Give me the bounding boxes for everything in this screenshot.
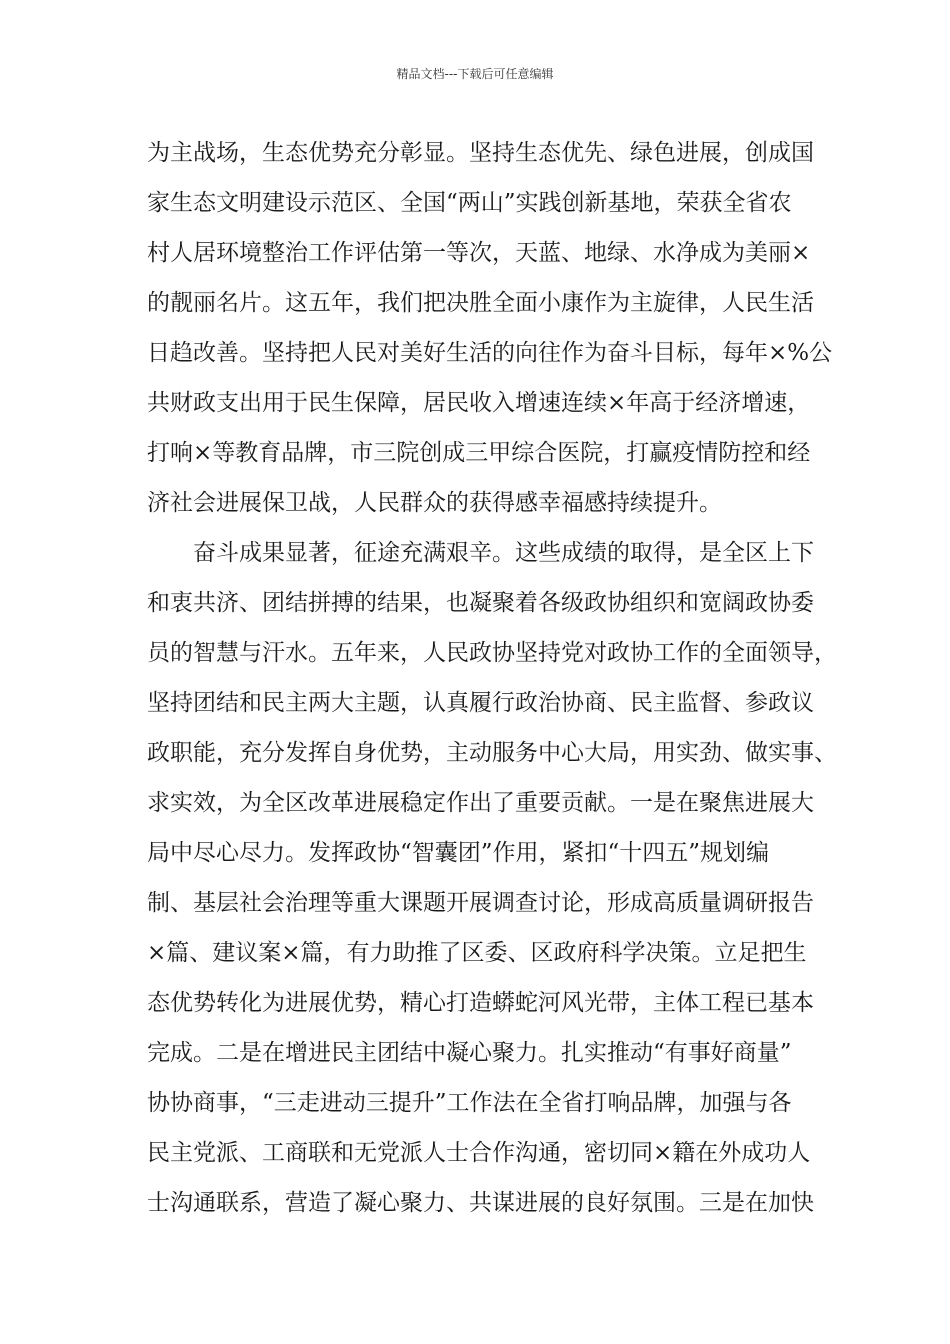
text-line: 完成。二是在增进民主团结中凝心聚力。扎实推动“有事好商量” — [147, 1040, 792, 1066]
text-line: 政职能，充分发挥自身优势，主动服务中心大局，用实劲、做实事、 — [147, 740, 837, 766]
text-line: 局中尽心尽力。发挥政协“智囊团”作用，紧扣“十四五”规划编 — [147, 840, 770, 866]
text-line: 坚持团结和民主两大主题，认真履行政治协商、民主监督、参政议 — [147, 690, 814, 716]
text-line: 协协商事，“三走进动三提升”工作法在全省打响品牌，加强与各 — [147, 1090, 792, 1116]
text-line: 求实效，为全区改革进展稳定作出了重要贡献。一是在聚焦进展大 — [147, 790, 814, 816]
text-line: 态优势转化为进展优势，精心打造蟒蛇河风光带，主体工程已基本 — [147, 990, 814, 1016]
text-line: 济社会进展保卫战，人民群众的获得感幸福感持续提升。 — [147, 490, 722, 516]
text-line: 的靓丽名片。这五年，我们把决胜全面小康作为主旋律，人民生活 — [147, 290, 814, 316]
text-line: 士沟通联系，营造了凝心聚力、共谋进展的良好氛围。三是在加快 — [147, 1190, 814, 1216]
text-line: 村人居环境整治工作评估第一等次，天蓝、地绿、水净成为美丽× — [147, 240, 811, 266]
text-line: 日趋改善。坚持把人民对美好生活的向往作为奋斗目标，每年×%公 — [147, 340, 833, 366]
text-line: 打响×等教育品牌，市三院创成三甲综合医院，打赢疫情防控和经 — [147, 440, 811, 466]
text-line: 员的智慧与汗水。五年来，人民政协坚持党对政协工作的全面领导， — [147, 640, 837, 666]
text-line: 制、基层社会治理等重大课题开展调查讨论，形成高质量调研报告 — [147, 890, 814, 916]
text-line: 奋斗成果显著，征途充满艰辛。这些成绩的取得，是全区上下 — [147, 540, 814, 566]
text-line: 家生态文明建设示范区、全国“两山”实践创新基地，荣获全省农 — [147, 190, 792, 216]
text-line: 为主战场，生态优势充分彰显。坚持生态优先、绿色进展，创成国 — [147, 140, 814, 166]
page-header: 精品文档---下载后可任意编辑 — [396, 67, 554, 81]
text-line: 民主党派、工商联和无党派人士合作沟通，密切同×籍在外成功人 — [147, 1140, 811, 1166]
document-body — [147, 128, 837, 1228]
text-line: 和衷共济、团结拼搏的结果，也凝聚着各级政协组织和宽阔政协委 — [147, 590, 814, 616]
text-line: ×篇、建议案×篇，有力助推了区委、区政府科学决策。立足把生 — [147, 940, 807, 966]
text-line: 共财政支出用于民生保障，居民收入增速连续×年高于经济增速， — [147, 390, 811, 416]
